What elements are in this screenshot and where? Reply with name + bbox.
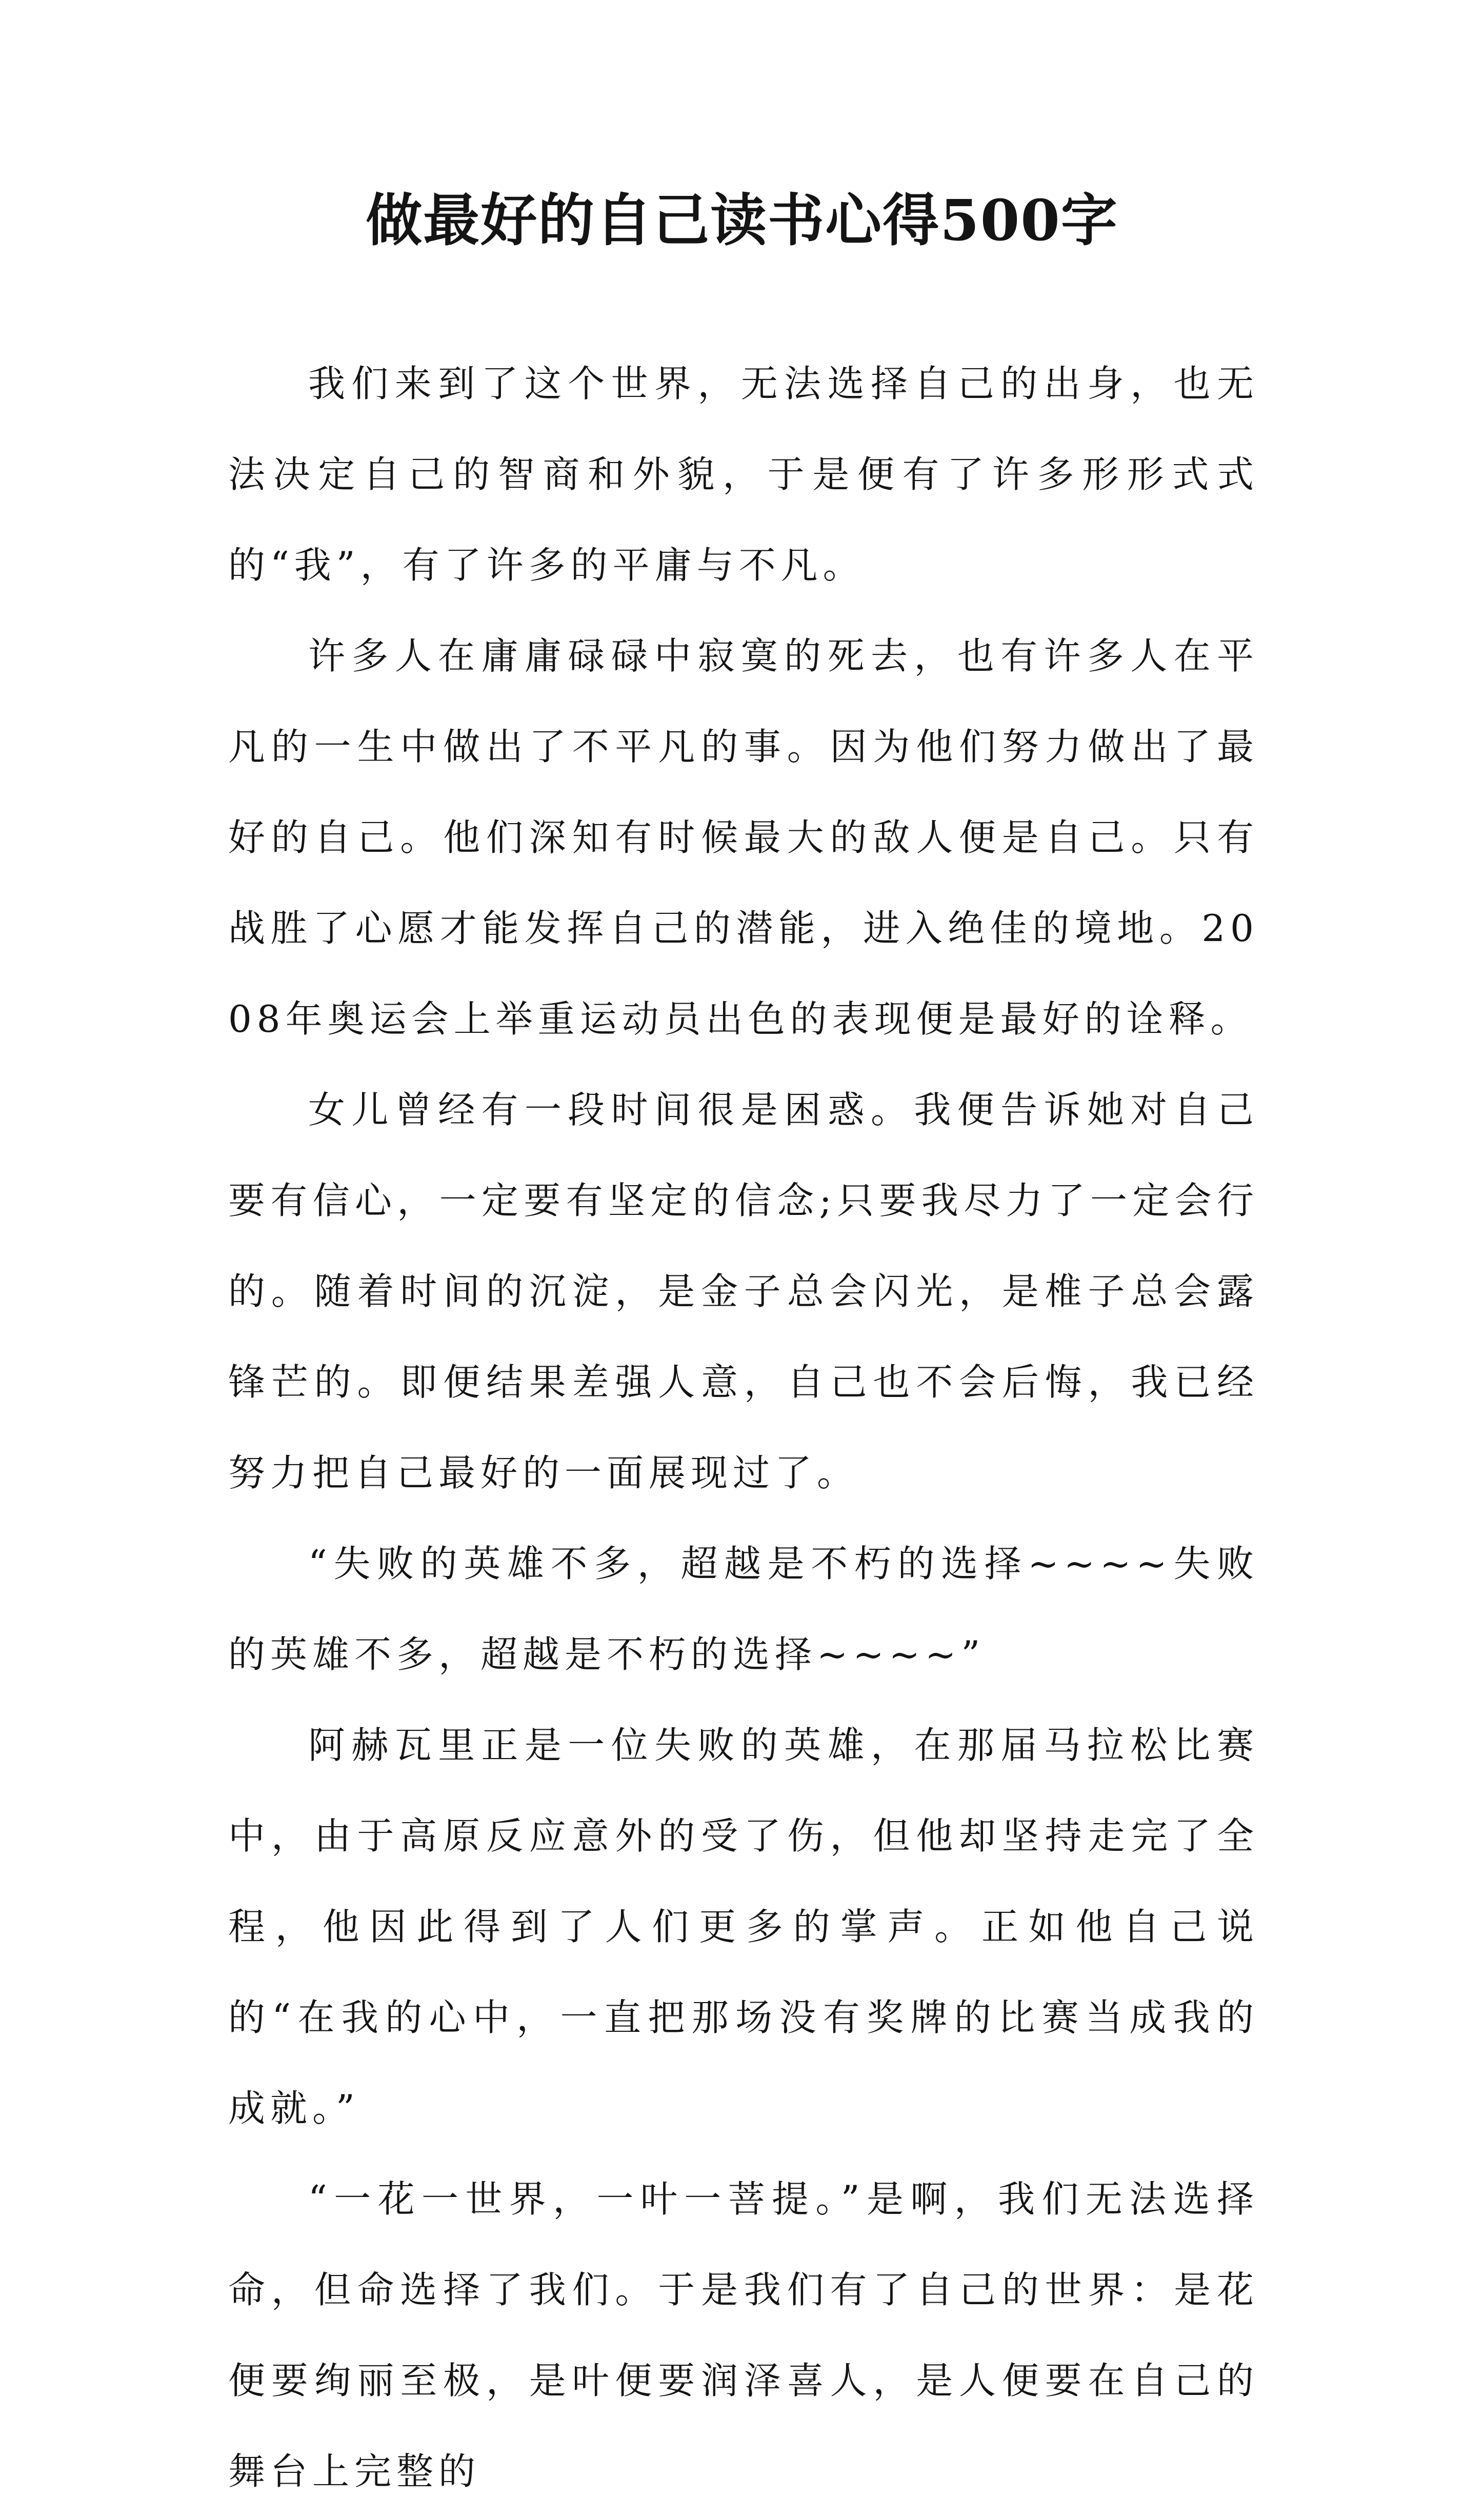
paragraph-5: 阿赫瓦里正是一位失败的英雄，在那届马拉松比赛中，由于高原反应意外的受了伤，但他却坚持走完了全程，他因此得到了人们更多的掌声。正如他自己说的“在我的心中，一直把那场没有奖牌的比赛当成我的成就。”	[228, 1724, 1259, 2130]
paragraph-1: 我们来到了这个世界，无法选择自己的出身，也无法决定自己的智商和外貌，于是便有了许多形形式式的“我”，有了许多的平庸与不凡。	[228, 362, 1259, 587]
paragraph-2: 许多人在庸庸碌碌中寂寞的死去，也有许多人在平凡的一生中做出了不平凡的事。因为他们努力做出了最好的自己。他们深知有时候最大的敌人便是自己。只有战胜了心愿才能发挥自己的潜能，进入绝佳的境地。2008年奥运会上举重运动员出色的表现便是最好的诠释。	[228, 634, 1259, 1041]
document-title: 做最好的自己读书心得500字	[366, 187, 1118, 253]
paragraph-6: “一花一世界，一叶一菩提。”是啊，我们无法选择命，但命选择了我们。于是我们有了自己的世界：是花便要绚丽至极，是叶便要润泽喜人，是人便要在自己的舞台上完整的	[228, 2178, 1259, 2493]
paragraph-3: 女儿曾经有一段时间很是困惑。我便告诉她对自己要有信心，一定要有坚定的信念;只要我尽力了一定会行的。随着时间的沉淀，是金子总会闪光，是椎子总会露锋芒的。即便结果差强人意，自己也不会后悔，我已经努力把自己最好的一面展现过了。	[228, 1088, 1259, 1494]
paragraph-4: “失败的英雄不多，超越是不朽的选择~~~~失败的英雄不多，超越是不朽的选择~~~~”	[228, 1542, 1259, 1676]
document-body	[228, 338, 1259, 2517]
